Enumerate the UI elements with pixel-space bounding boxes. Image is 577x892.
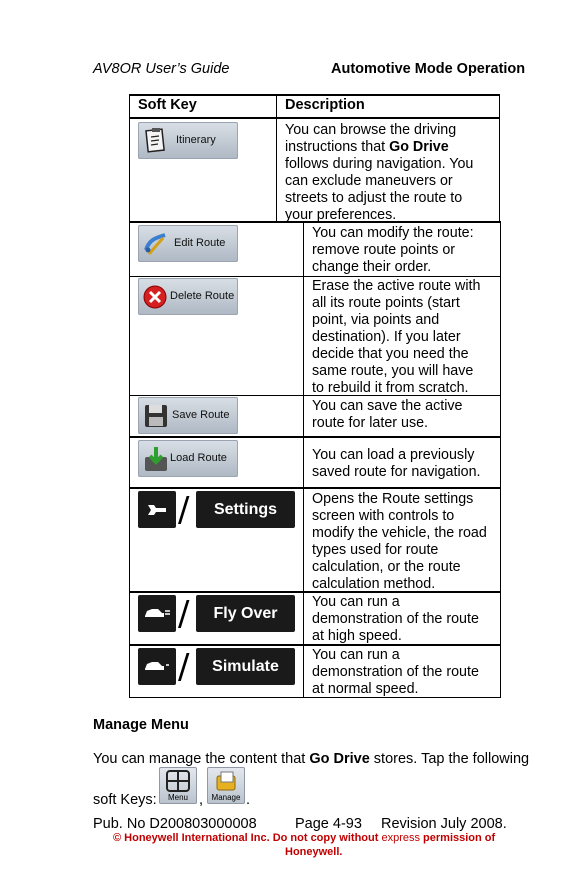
period: . — [246, 792, 251, 808]
menu-key-caption: Menu — [167, 793, 188, 802]
wrench-icon — [145, 500, 169, 520]
manage-folder-icon — [215, 770, 237, 792]
page-number: Page 4-93 — [295, 816, 362, 832]
section-title: Automotive Mode Operation — [331, 61, 526, 77]
manage-key-caption: Manage — [211, 793, 241, 802]
delete-route-description: Erase the active route with all its route points (start point, via points and destination). If you later decide that you need the same route, you will have to rebuild it from scratch. — [312, 278, 481, 396]
delete-route-button[interactable] — [138, 278, 238, 315]
simulate-label: Simulate — [212, 658, 279, 675]
delete-route-label: Delete Route — [170, 290, 235, 302]
simulate-button[interactable] — [196, 648, 295, 685]
menu-grid-icon — [166, 770, 190, 792]
fly-over-car-icon — [143, 605, 171, 621]
edit-route-label: Edit Route — [174, 237, 226, 249]
itinerary-description: You can browse the driving instructions that Go Drive follows during navigation. You can exclude maneuvers or streets to adjust the route to your preferences. — [285, 122, 474, 223]
edit-route-icon — [143, 230, 169, 257]
column-header-soft-key: Soft Key — [138, 97, 197, 113]
delete-route-icon — [143, 283, 169, 310]
save-route-description: You can save the active route for later use. — [312, 398, 463, 431]
copyright-notice: © Honeywell International Inc. Do not copy without express permission of — [113, 832, 496, 844]
menu-key-button[interactable] — [159, 767, 197, 804]
manage-menu-paragraph: You can manage the content that Go Drive stores. Tap the following — [93, 751, 530, 767]
save-route-icon — [143, 402, 169, 429]
edit-route-description: You can modify the route: remove route points or change their order. — [312, 225, 474, 275]
settings-description: Opens the Route settings screen with controls to modify the vehicle, the road types used for route calculation, or the route calculation method. — [312, 491, 487, 592]
copyright-notice-end: Honeywell. — [285, 846, 343, 858]
settings-label: Settings — [213, 501, 278, 518]
edit-route-button[interactable] — [138, 225, 238, 262]
fly-over-button[interactable] — [196, 595, 295, 632]
load-route-description: You can load a previously saved route for navigation. — [312, 447, 481, 480]
simulate-description: You can run a demonstration of the route at normal speed. — [312, 647, 479, 697]
manage-menu-heading: Manage Menu — [93, 717, 189, 733]
key-separator-comma: , — [199, 792, 204, 808]
load-route-button[interactable] — [138, 440, 238, 477]
settings-separator: / — [178, 490, 190, 530]
fly-over-description: You can run a demonstration of the route at high speed. — [312, 594, 479, 644]
load-route-label: Load Route — [170, 452, 227, 464]
wrench-button[interactable] — [138, 491, 176, 528]
load-route-icon — [143, 445, 169, 472]
simulate-car-icon — [143, 658, 171, 674]
fly-over-separator: / — [178, 594, 190, 634]
manage-key-button[interactable] — [207, 767, 245, 804]
soft-keys-label: soft Keys: — [93, 792, 157, 808]
itinerary-label: Itinerary — [176, 134, 216, 146]
simulate-car-button[interactable] — [138, 648, 176, 685]
save-route-label: Save Route — [172, 409, 230, 421]
itinerary-button[interactable] — [138, 122, 238, 159]
fly-over-label: Fly Over — [213, 605, 278, 622]
pub-number: Pub. No D200803000008 — [93, 816, 257, 832]
column-header-description: Description — [285, 97, 365, 113]
fly-over-car-button[interactable] — [138, 595, 176, 632]
itinerary-icon — [143, 127, 169, 154]
revision-date: Revision July 2008. — [381, 816, 507, 832]
simulate-separator: / — [178, 647, 190, 687]
guide-title: AV8OR User’s Guide — [93, 61, 230, 77]
settings-button[interactable] — [196, 491, 295, 528]
save-route-button[interactable] — [138, 397, 238, 434]
